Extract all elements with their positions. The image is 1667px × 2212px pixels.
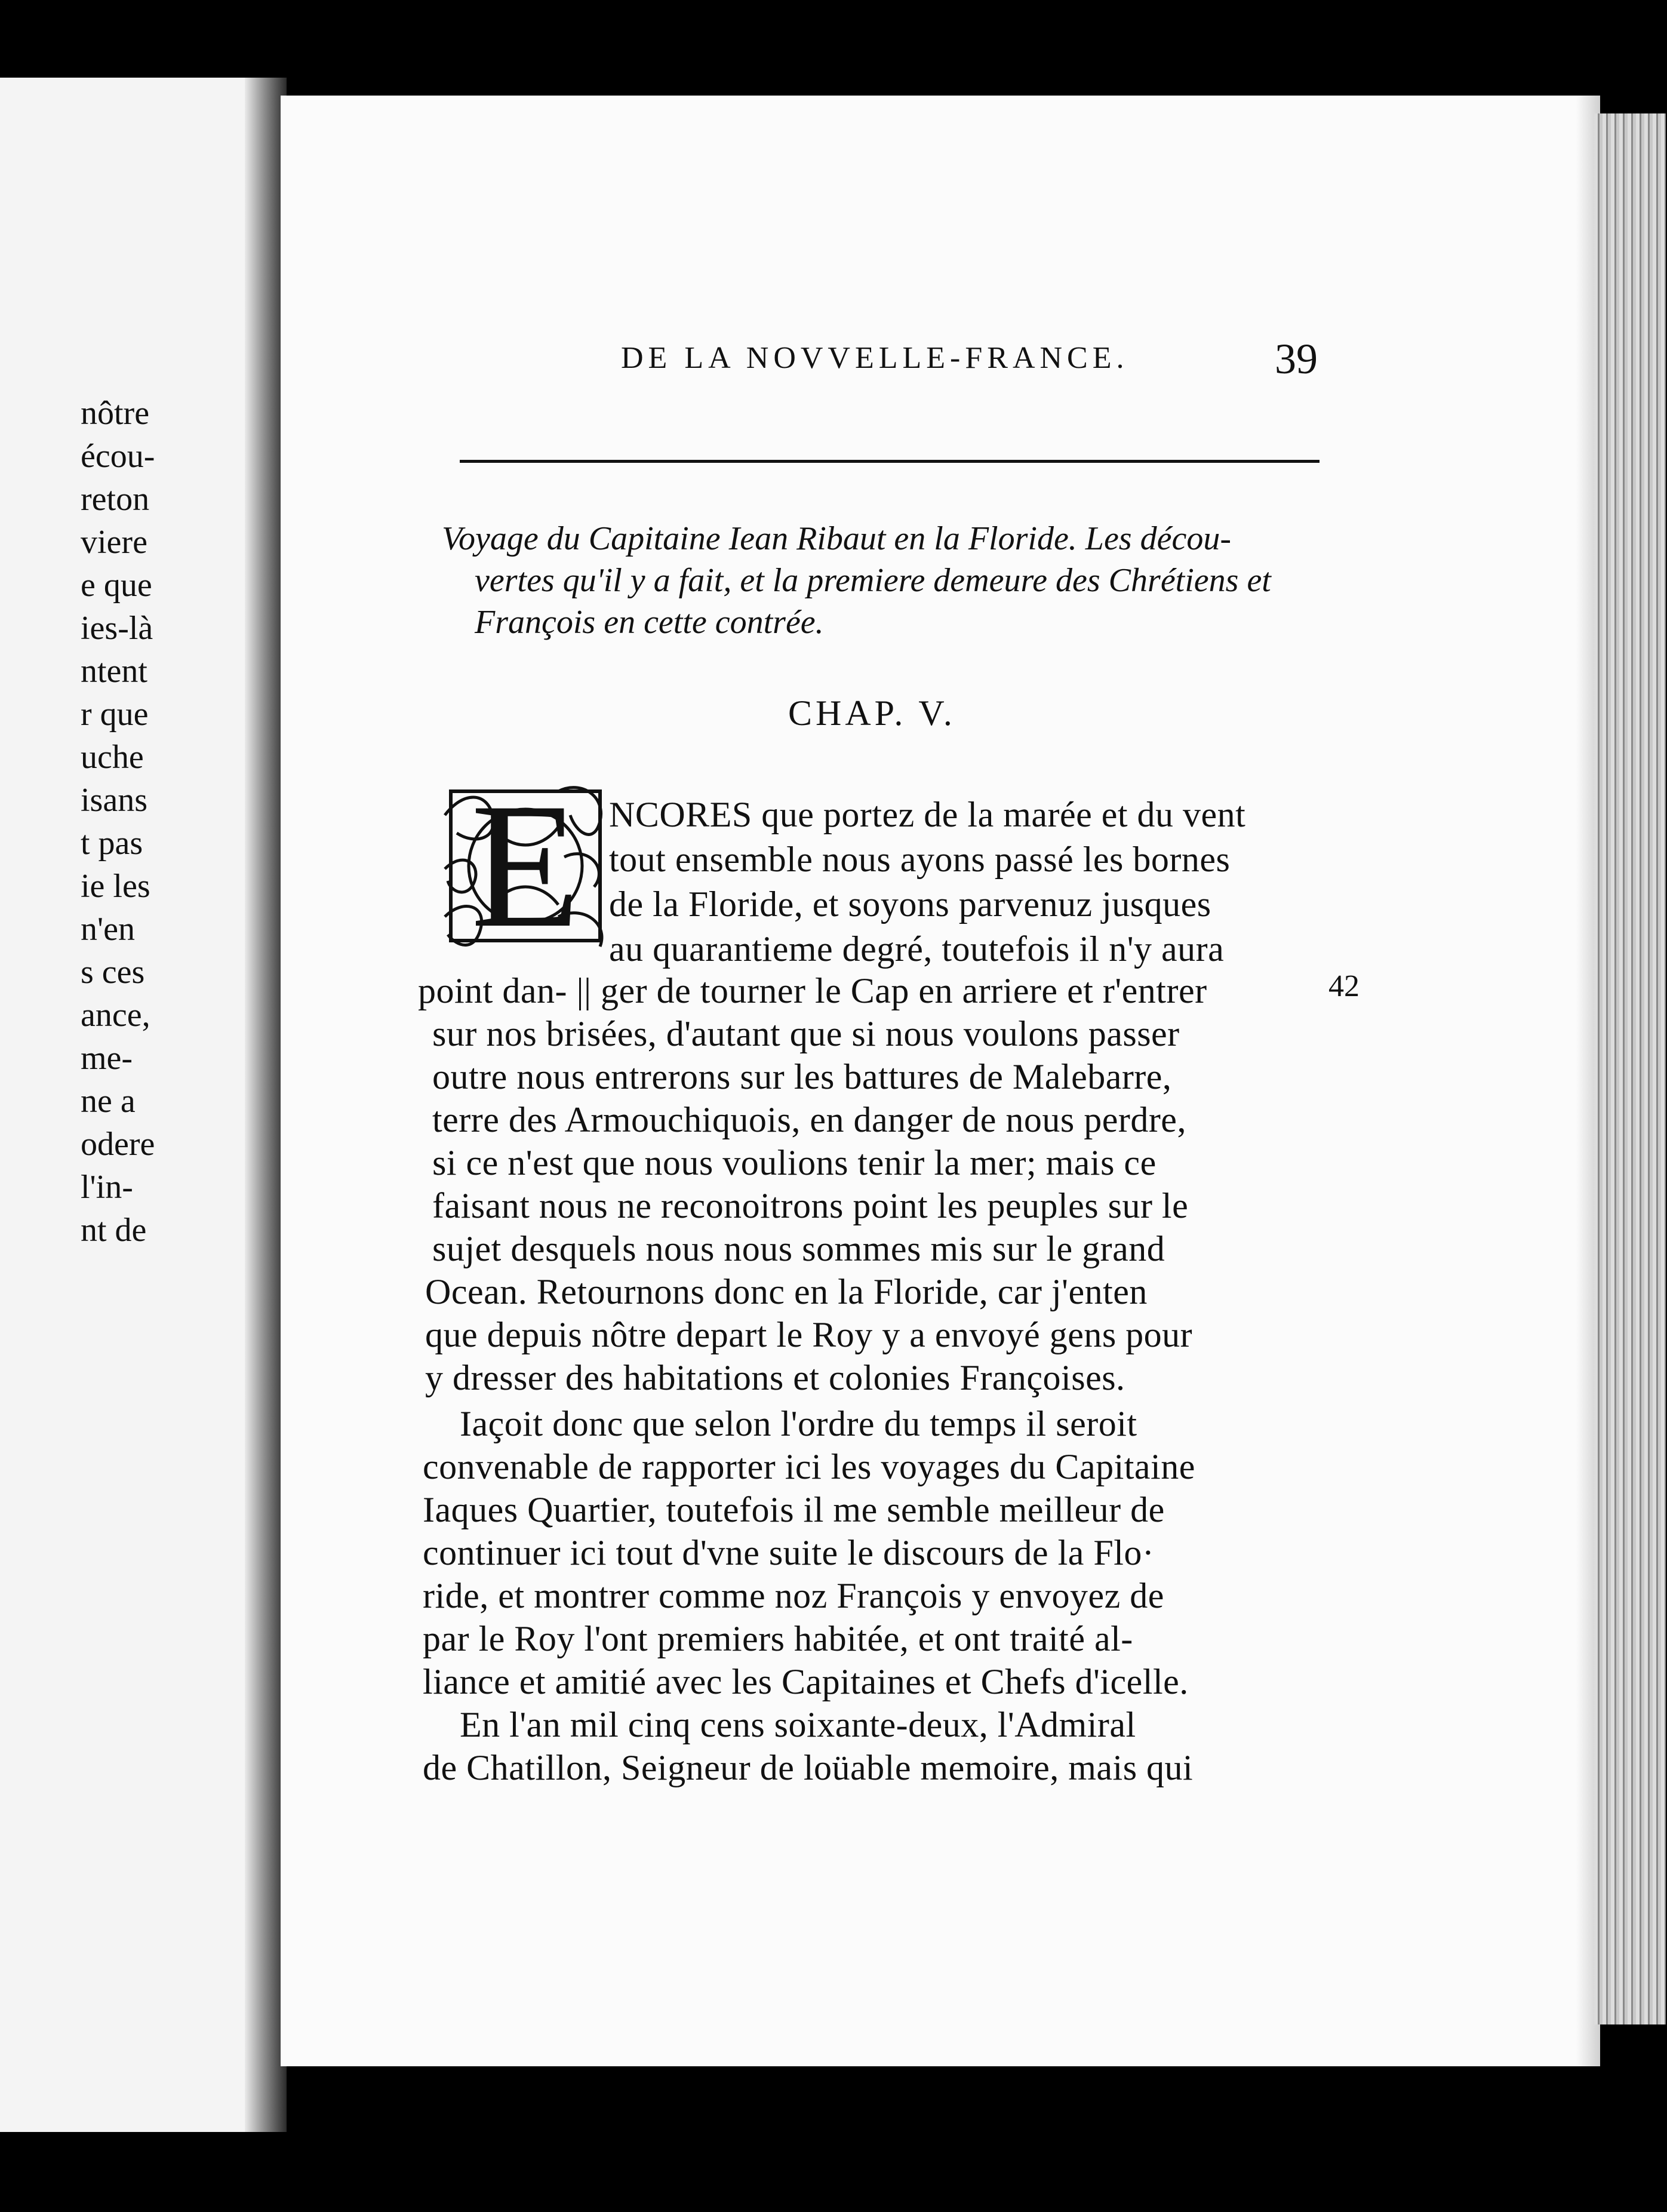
left-page-line: viere (81, 524, 147, 561)
left-page-line: uche (81, 739, 144, 776)
left-page-line: n'en (81, 911, 135, 948)
body-line: liance et amitié avec les Capitaines et Chefs d'icelle. (423, 1662, 1189, 1701)
body-line: NCORES que portez de la marée et du vent (609, 795, 1246, 834)
left-page-line: ntent (81, 653, 147, 690)
body-line: ride, et montrer comme noz François y envoyez de (423, 1576, 1164, 1615)
body-line: sur nos brisées, d'autant que si nous voulons passer (432, 1014, 1180, 1053)
body-line: sujet desquels nous nous sommes mis sur le grand (432, 1229, 1165, 1268)
left-page-line: r que (81, 696, 149, 733)
body-line: y dresser des habitations et colonies Françoises. (425, 1358, 1125, 1397)
body-line: faisant nous ne reconoitrons point les peuples sur le (432, 1186, 1189, 1225)
body-line: par le Roy l'ont premiers habitée, et ont traité al- (423, 1619, 1133, 1658)
left-page (0, 78, 272, 2132)
left-page-line: ie les (81, 868, 150, 905)
body-line: Ocean. Retournons donc en la Floride, car j'enten (425, 1272, 1148, 1311)
left-page-line: ance, (81, 997, 150, 1034)
body-line: tout ensemble nous ayons passé les bornes (609, 840, 1231, 879)
left-page-line: ne a (81, 1083, 136, 1120)
left-page-line: nt de (81, 1212, 147, 1249)
header-rule (460, 460, 1320, 463)
left-page-line: e que (81, 567, 152, 604)
left-page-line: odere (81, 1126, 155, 1163)
chapter-summary-line: vertes qu'il y a fait, et la premiere demeure des Chrétiens et (475, 562, 1271, 599)
body-line: continuer ici tout d'vne suite le discours de la Flo· (423, 1533, 1155, 1572)
body-line: point dan- || ger de tourner le Cap en arriere et r'entrer (418, 971, 1207, 1010)
body-line: de Chatillon, Seigneur de loüable memoire, mais qui (423, 1748, 1194, 1787)
running-head: DE LA NOVVELLE-FRANCE. (621, 341, 1129, 375)
body-line: que depuis nôtre depart le Roy y a envoyé gens pour (425, 1315, 1193, 1354)
body-line: convenable de rapporter ici les voyages du Capitaine (423, 1447, 1195, 1486)
left-page-line: nôtre (81, 395, 150, 432)
chapter-summary-line: Voyage du Capitaine Iean Ribaut en la Floride. Les décou- (442, 520, 1231, 557)
body-line: outre nous entrerons sur les battures de Malebarre, (432, 1057, 1172, 1096)
body-line: En l'an mil cinq cens soixante-deux, l'Admiral (460, 1705, 1136, 1744)
body-line: au quarantieme degré, toutefois il n'y aura (609, 929, 1225, 969)
body-line: si ce n'est que nous voulions tenir la mer; mais ce (432, 1143, 1157, 1182)
chapter-heading: CHAP. V. (788, 693, 956, 733)
page-number: 39 (1275, 335, 1318, 383)
chapter-summary-line: François en cette contrée. (475, 604, 824, 641)
page-block-edge (1594, 113, 1666, 2024)
drop-cap-ornament-icon (439, 779, 612, 953)
body-line: Iaques Quartier, toutefois il me semble meilleur de (423, 1490, 1165, 1529)
left-page-line: s ces (81, 954, 145, 991)
margin-page-reference: 42 (1328, 969, 1360, 1003)
body-line: de la Floride, et soyons parvenuz jusques (609, 884, 1211, 924)
left-page-line: l'in- (81, 1169, 133, 1206)
left-page-line: écou- (81, 438, 155, 475)
left-page-line: ies-là (81, 610, 153, 647)
left-page-line: reton (81, 481, 150, 518)
left-page-line: isans (81, 782, 147, 819)
body-line: terre des Armouchiquois, en danger de nous perdre, (432, 1100, 1186, 1139)
body-line: Iaçoit donc que selon l'ordre du temps il seroit (460, 1404, 1137, 1443)
left-page-line: me- (81, 1040, 133, 1077)
ornamental-drop-cap (439, 779, 612, 953)
left-page-line: t pas (81, 825, 143, 862)
drop-cap-letter: E (470, 779, 580, 953)
